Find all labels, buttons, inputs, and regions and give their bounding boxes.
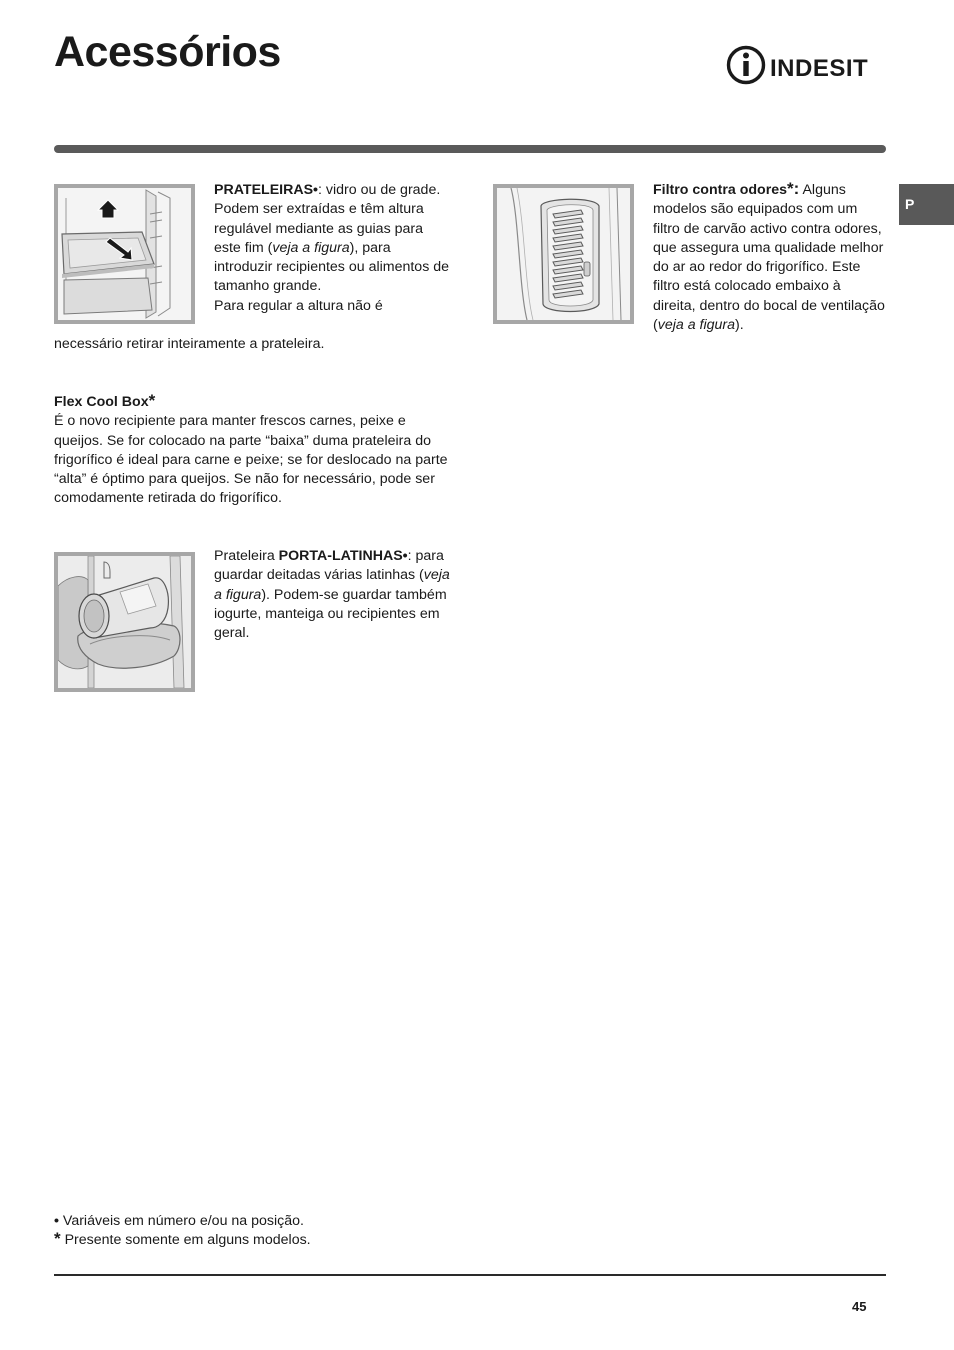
filtro-heading: Filtro contra odores (653, 182, 788, 198)
flex-cool-box-section (54, 393, 450, 509)
shelf-adjust-figure (54, 184, 195, 324)
footer-rule (54, 1274, 886, 1276)
footnote-variable (54, 1212, 554, 1231)
porta-latinhas-heading: PORTA-LATINHAS• (278, 548, 408, 564)
filtro-body: Alguns modelos são equipados com um filtro de carvão activo contra odores, que assegura uma qualidade melhor do ar ao redor do frigorífico. Este filtro está colocado embaixo à direita, dentro do bocal de ventilação ( (653, 182, 885, 334)
flex-cool-box-body: É o novo recipiente para manter frescos carnes, peixe e queijos. Se for colocado na parte “baixa” duma prateleira do frigorífico é ideal para carne e peixe; se for deslocado na parte “alta” é óptimo para queijos. Se não for necessário, pode ser comodamente retirada do frigorífico. (54, 413, 448, 507)
flex-cool-box-heading: Flex Cool Box (54, 394, 149, 410)
prateleiras-body-cont: ), para introduzir recipientes ou alimentos de tamanho grande. (214, 239, 450, 295)
footnote-optional-text: Presente somente em alguns modelos. (60, 1232, 311, 1249)
flex-star: * (148, 391, 156, 410)
can-rack-figure (54, 552, 195, 692)
prateleiras-body-3: Para regular a altura não é (214, 297, 383, 314)
porta-latinhas-text (214, 547, 450, 643)
prateleiras-body-4: necessário retirar inteiramente a prateleira. (54, 336, 325, 352)
filtro-see-figure: veja a figura (657, 317, 736, 334)
porta-latinhas-body-cont: ). Podem-se guardar também iogurte, manteiga ou recipientes em geral. (214, 586, 447, 642)
porta-latinhas-prefix: Prateleira (214, 548, 279, 564)
bullet-mark: • (54, 1213, 59, 1229)
page-number: 45 (852, 1299, 867, 1314)
porta-latinhas-see-figure: veja a figura (214, 567, 450, 603)
prateleiras-see-figure: veja a figura (272, 239, 350, 256)
filtro-star: *: (787, 179, 800, 198)
footnote-optional (54, 1231, 554, 1250)
indesit-logo (726, 44, 886, 86)
brand-logo-icon (726, 44, 886, 86)
star-mark: * (54, 1229, 61, 1249)
prateleiras-lead: : vidro ou de grade. (318, 182, 441, 198)
prateleiras-text (214, 181, 449, 316)
prateleiras-body: Podem ser extraídas e têm altura regulável mediante as guias para este fim ( (214, 201, 424, 256)
language-tab: P (899, 184, 954, 225)
prateleiras-heading: PRATELEIRAS• (214, 182, 319, 198)
odor-filter-figure (493, 184, 634, 324)
footnote-variable-text: Variáveis em número e/ou na posição. (58, 1213, 304, 1229)
svg-text:INDESIT: INDESIT (770, 55, 869, 82)
filtro-text (653, 181, 885, 335)
header-rule (54, 145, 886, 153)
footnotes (54, 1212, 554, 1251)
porta-latinhas-body: : para guardar deitadas várias latinhas ( (214, 548, 444, 584)
page-title: Acessórios (54, 28, 281, 76)
filtro-body-cont: ). (735, 317, 744, 334)
